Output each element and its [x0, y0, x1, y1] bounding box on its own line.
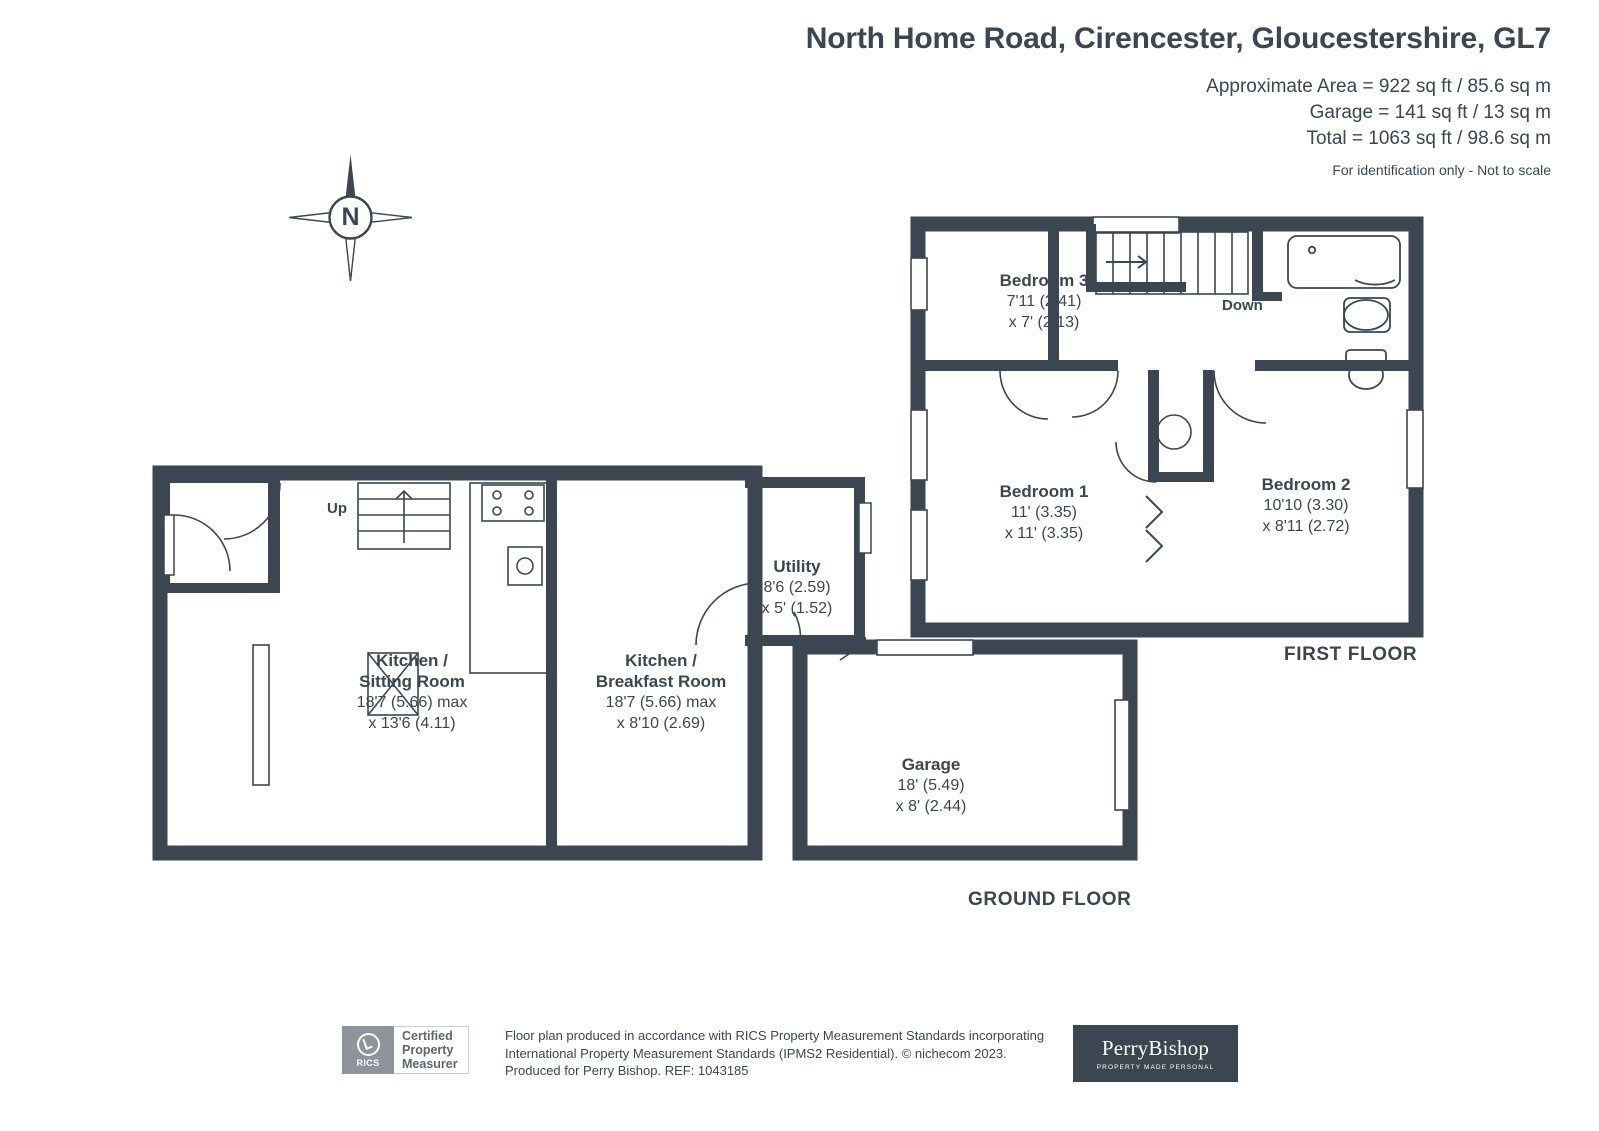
stairs-up-label: Up	[327, 500, 347, 517]
room-dim-2: x 5' (1.52)	[761, 600, 833, 617]
room-name-line-1: Kitchen /	[625, 651, 697, 670]
area-line-garage: Garage = 141 sq ft / 13 sq m	[1309, 102, 1551, 123]
footer-note-line-3: Produced for Perry Bishop. REF: 1043185	[505, 1063, 749, 1078]
room-name: Bedroom 3	[999, 271, 1089, 290]
room-dim-1: 7'11 (2.41)	[1006, 293, 1082, 310]
rics-line-2: Property	[402, 1043, 454, 1057]
compass-icon	[283, 150, 418, 285]
room-dim-2: x 13'6 (4.11)	[368, 715, 456, 732]
footer-note	[505, 1027, 1044, 1080]
room-dim-1: 11' (3.35)	[1011, 504, 1077, 521]
rics-tick-icon	[357, 1033, 380, 1056]
room-name: Bedroom 1	[999, 482, 1089, 501]
room-name-line-2: Sitting Room	[359, 672, 465, 691]
room-dim-1: 18' (5.49)	[897, 777, 965, 794]
room-name: Utility	[773, 557, 821, 576]
rics-logo-icon	[342, 1026, 394, 1074]
room-name: Bedroom 2	[1261, 475, 1351, 494]
room-dim-1: 8'6 (2.59)	[763, 579, 831, 596]
room-utility	[762, 556, 833, 619]
rics-logo-text: RICS	[356, 1057, 380, 1068]
area-summary	[1206, 74, 1551, 152]
disclaimer-text: For identification only - Not to scale	[1332, 162, 1551, 178]
footer-note-line-1: Floor plan produced in accordance with RICS Property Measurement Standards incorporating	[505, 1028, 1045, 1043]
perry-bishop-logo	[1073, 1025, 1238, 1082]
room-kitchen-sitting	[357, 650, 468, 734]
footer-note-line-2: International Property Measurement Standards (IPMS2 Residential). © nichecom 2023.	[505, 1045, 1007, 1061]
room-garage	[896, 754, 967, 817]
area-line-total: Total = 1063 sq ft / 98.6 sq m	[1306, 128, 1551, 149]
room-dim-1: 18'7 (5.66) max	[605, 694, 717, 711]
rics-badge	[342, 1026, 469, 1074]
stairs-down-label: Down	[1222, 297, 1263, 314]
room-bedroom-3	[1000, 270, 1089, 333]
room-dim-1: 18'7 (5.66) max	[356, 694, 468, 711]
room-dim-2: x 11' (3.35)	[1004, 525, 1084, 542]
room-dim-2: x 8'11 (2.72)	[1262, 518, 1350, 535]
room-name-line-2: Breakfast Room	[595, 672, 727, 691]
perry-bishop-brand: PerryBishop	[1101, 1036, 1210, 1060]
rics-line-1: Certified	[402, 1029, 453, 1043]
room-dim-1: 10'10 (3.30)	[1263, 497, 1349, 514]
page-title: North Home Road, Cirencester, Gloucestershire, GL7	[805, 22, 1551, 55]
room-kitchen-breakfast	[596, 650, 726, 734]
room-dim-2: x 8' (2.44)	[895, 798, 967, 815]
room-dim-2: x 7' (2.13)	[1008, 314, 1080, 331]
compass-rose	[283, 150, 418, 285]
room-dim-2: x 8'10 (2.69)	[616, 715, 706, 732]
room-name-line-1: Kitchen /	[376, 651, 448, 670]
perry-bishop-tagline: PROPERTY MADE PERSONAL	[1096, 1064, 1215, 1071]
rics-line-3: Measurer	[402, 1057, 458, 1071]
rics-certification-text	[394, 1026, 469, 1074]
room-name: Garage	[901, 755, 961, 774]
first-floor-label: FIRST FLOOR	[1284, 644, 1418, 665]
area-line-approximate: Approximate Area = 922 sq ft / 85.6 sq m	[1206, 76, 1551, 97]
room-bedroom-2	[1262, 474, 1351, 537]
ground-floor-label: GROUND FLOOR	[968, 889, 1132, 910]
compass-north-letter: N	[341, 203, 360, 231]
